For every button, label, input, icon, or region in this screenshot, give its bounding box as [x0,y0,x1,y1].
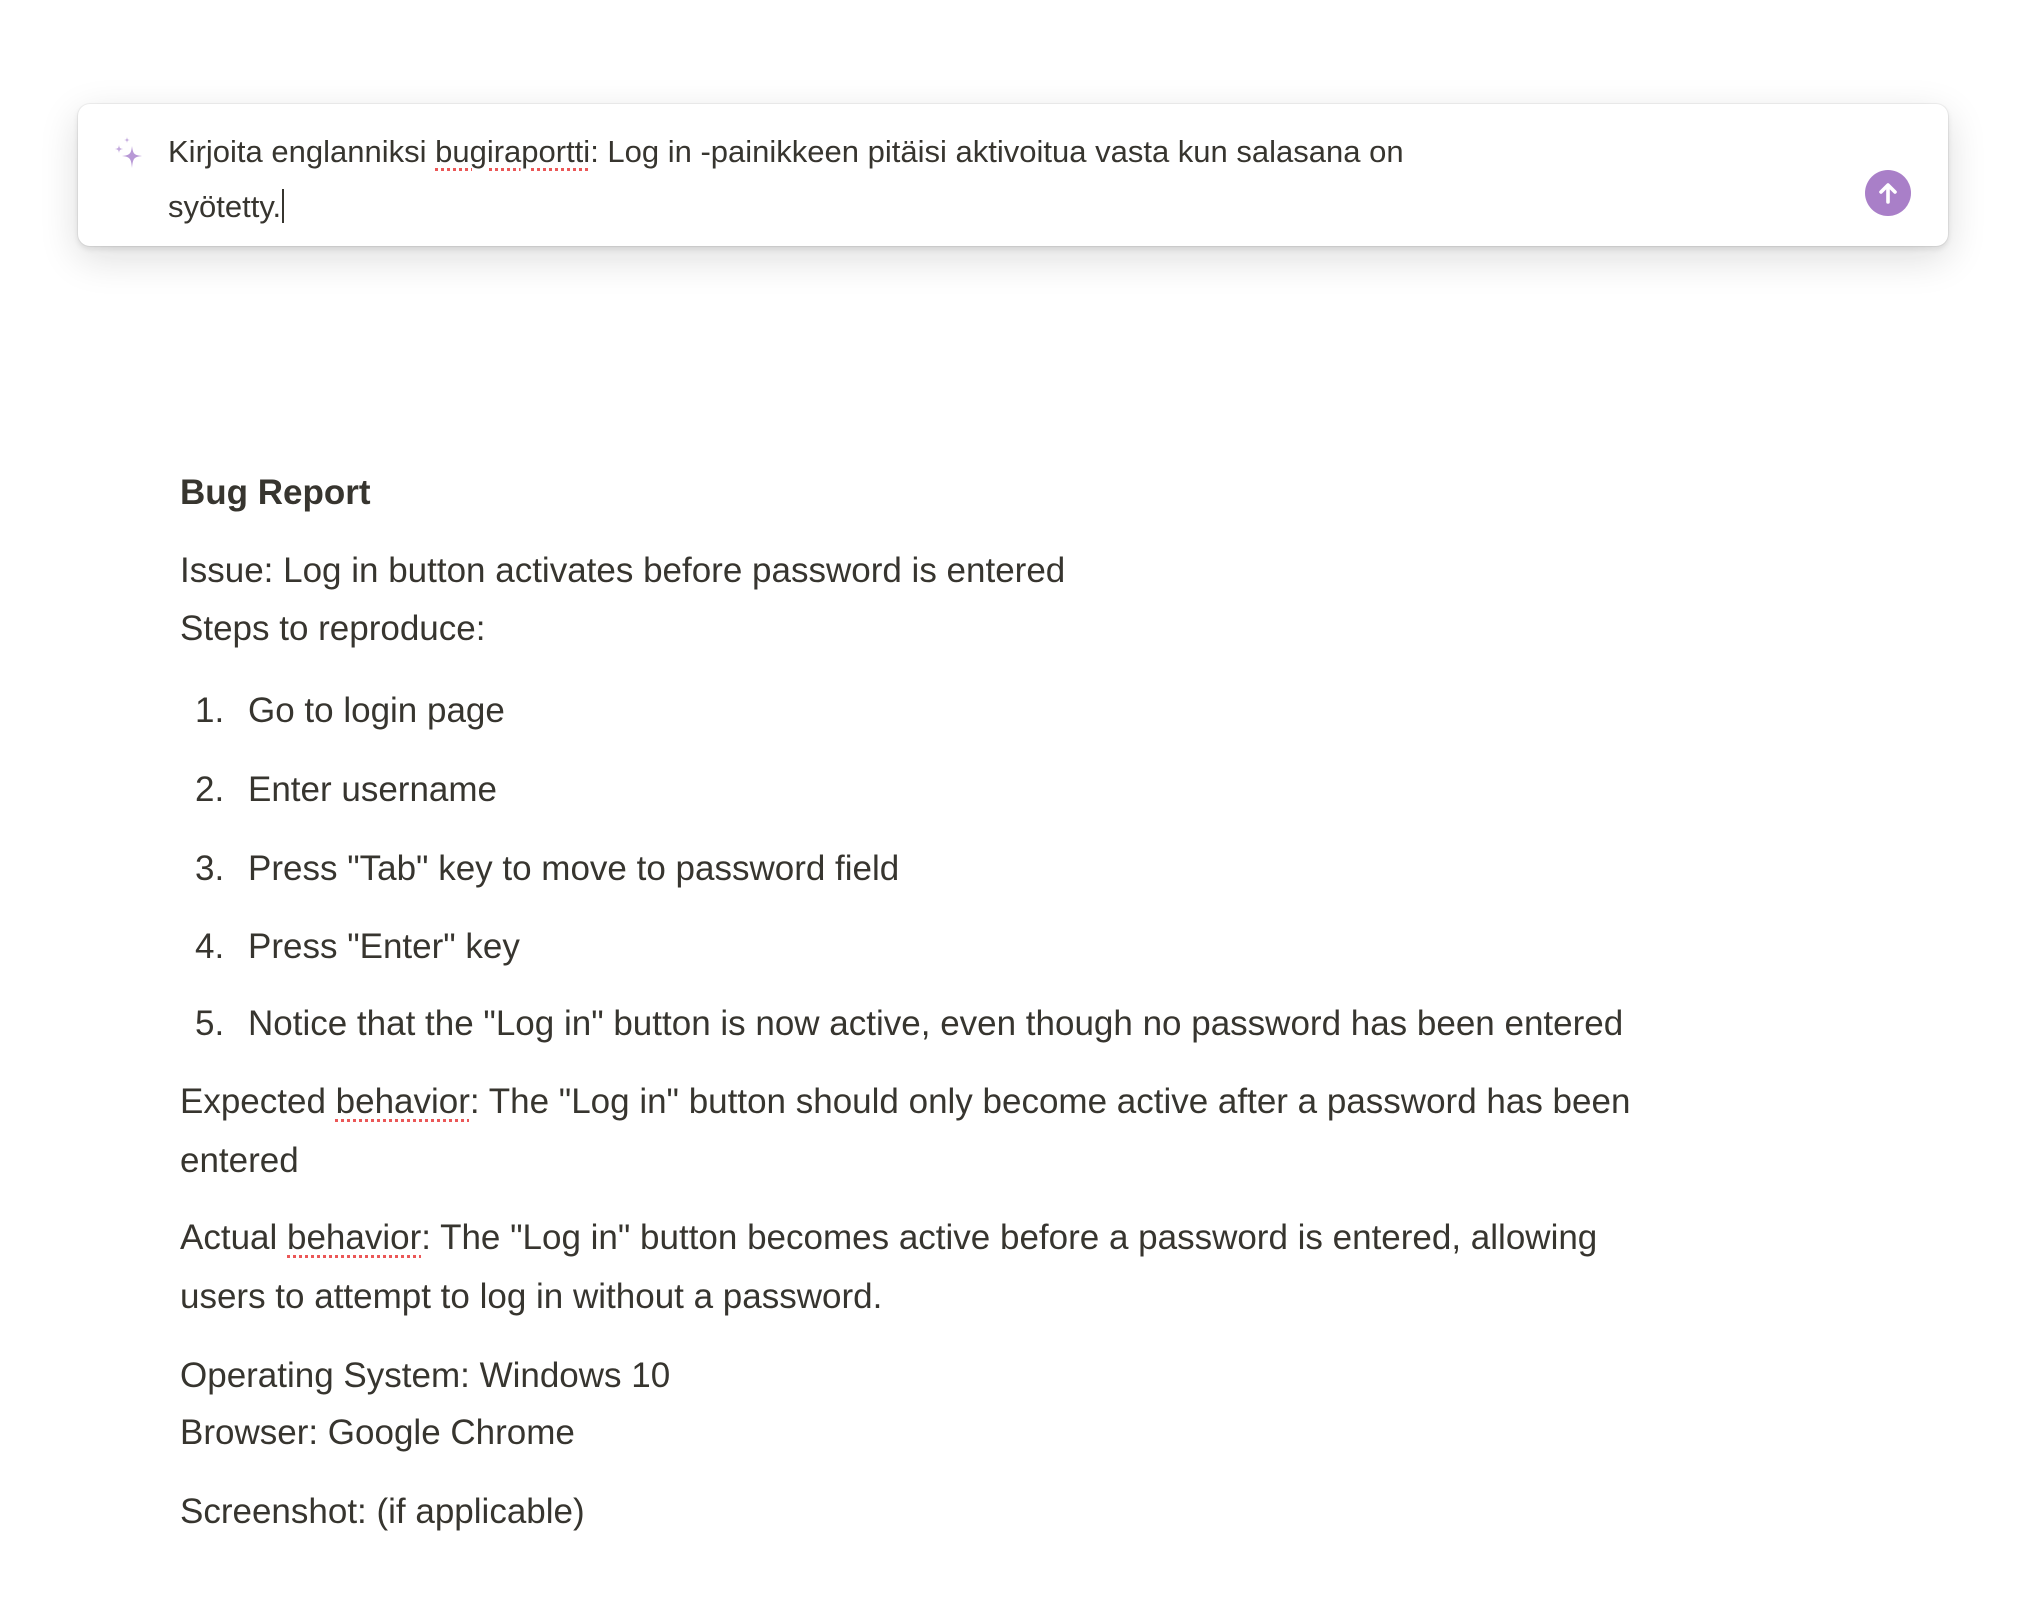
prompt-text-segment: syötetty. [168,189,282,224]
ai-prompt-input[interactable] [78,104,1948,246]
list-item-text: Press "Enter" key [248,927,520,966]
list-item [180,1002,1860,1046]
list-item [180,689,1860,733]
text: : The "Log in" button becomes active before a password is entered, allowing [421,1218,1598,1257]
text: : The "Log in" button should only become active after a password has been [469,1082,1631,1121]
sparkle-icon [108,132,148,172]
list-item-text: Go to login page [248,691,505,730]
prompt-text-segment: : Log in -painikkeen pitäisi aktivoitua vasta kun salasana on [590,134,1404,169]
issue-text: Issue: Log in button activates before password is entered [180,551,1066,590]
actual-behavior-cont: users to attempt to log in without a password. [180,1277,883,1316]
steps-label: Steps to reproduce: [180,609,486,648]
screenshot-info: Screenshot: (if applicable) [180,1492,585,1531]
list-number: 4. [195,927,225,966]
list-item [180,925,1860,969]
misspelled-word[interactable]: bugiraportti [435,134,591,169]
list-item-text: Notice that the "Log in" button is now active, even though no password has been entered [248,1004,1624,1043]
ai-prompt-area [0,0,1990,317]
list-item-text: Enter username [248,770,498,809]
text-caret [282,189,284,223]
list-number: 3. [195,849,225,888]
arrow-up-icon [1877,181,1899,205]
list-item [180,847,1860,891]
os-info: Operating System: Windows 10 [180,1356,671,1395]
expected-behavior [180,1080,1630,1124]
label: Actual [180,1218,287,1257]
misspelled-word[interactable]: behavior [335,1082,470,1121]
list-number: 5. [195,1004,225,1043]
list-number: 1. [195,691,225,730]
document-title: Bug Report [180,473,371,512]
send-button[interactable] [1865,170,1911,216]
list-item-text: Press "Tab" key to move to password field [248,849,900,888]
actual-behavior [180,1216,1597,1260]
list-item [180,768,1860,812]
browser-info: Browser: Google Chrome [180,1413,575,1452]
misspelled-word[interactable]: behavior [287,1218,422,1257]
expected-behavior-cont: entered [180,1141,299,1180]
label: Expected [180,1082,336,1121]
prompt-text[interactable] [168,124,1818,234]
list-number: 2. [195,770,225,809]
prompt-text-segment: Kirjoita englanniksi [168,134,436,169]
